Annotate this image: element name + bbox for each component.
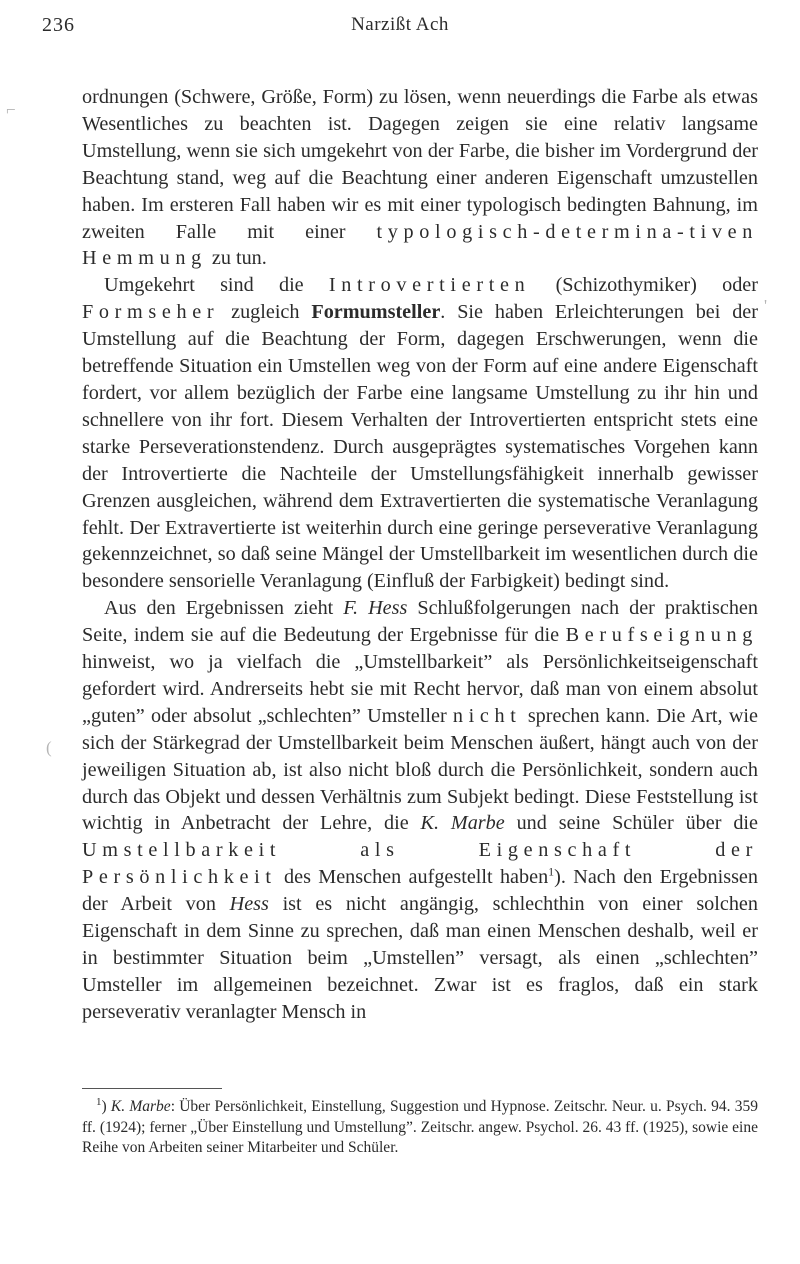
margin-pencil-mark: ( — [46, 738, 52, 757]
author-name: K. Marbe — [110, 1098, 171, 1115]
spaced-emphasis: Berufseignung — [565, 624, 758, 647]
bold-term: Formumsteller — [311, 301, 441, 324]
footnote-text: : Über Persönlichkeit, Einstellung, Suggestion und Hypnose. Zeitschr. Neur. u. Psych. 94. 359 ff. (1924); ferner „Über Einstellung und Umstellung”. Zeitschr. angew. Psychol. 26. 43 ff. (1925), sowie eine Reihe von Arbeiten seiner Mitarbeiter und Schüler. — [82, 1098, 758, 1156]
spaced-emphasis: Introvertierten — [328, 274, 531, 297]
author-name: F. Hess — [343, 597, 408, 620]
footnote-divider — [82, 1088, 222, 1089]
spaced-emphasis: Umstellbarkeit als Eigenschaft der Persönlichkeit — [82, 839, 758, 889]
text-run: ordnungen (Schwere, Größe, Form) zu lösen, wenn neuerdings die Farbe als etwas Wesentliches zu beachten ist. Dagegen zeigen sie eine relativ langsame Umstellung, wenn sie sich umgekehrt von der Farbe, die bisher im Vordergrund der Beachtung stand, weg auf die Beachtung einer anderen Eigenschaft umzustellen haben. Im ersteren Fall haben wir es mit einer typologisch bedingten Bahnung, im zweiten Falle mit einer — [82, 86, 758, 243]
author-name: Hess — [229, 893, 269, 916]
text-run: und seine Schüler über die — [504, 812, 758, 835]
footnote — [82, 1097, 758, 1159]
text-run: ) — [101, 1098, 111, 1115]
text-run: ist es nicht angängig, schlechthin von einer solchen Eigenschaft in dem Sinne zu sprechen, daß man einen Menschen deshalb, weil er in bestimmter Situation beim „Umstellen” versagt, als einen „schlechten” Umsteller im allgemeinen bezeichnet. Zwar ist es fraglos, daß ein stark perseverativ veranlagter Mensch in — [82, 893, 758, 1023]
margin-pencil-mark: ⌐ — [6, 100, 16, 119]
text-run: (Schizothymiker) oder — [530, 274, 758, 297]
body-text — [82, 84, 758, 1026]
text-run: sprechen kann. Die Art, wie sich der Stärkegrad der Umstellbarkeit beim Menschen äußert, hängt auch von der jeweiligen Situation ab, ist also nicht bloß durch die Persönlichkeit, sondern auch durch das Objekt und dessen Verhältnis zum Subjekt bedingt. Diese Feststellung ist wichtig in Anbetracht der Lehre, die — [82, 704, 758, 835]
page-number: 236 — [42, 14, 75, 36]
text-run: ). Nach den Ergebnissen der Arbeit von — [82, 866, 758, 916]
paragraph-1 — [82, 84, 758, 272]
text-run: zugleich — [219, 301, 312, 324]
text-run: . Sie haben Erleichterungen bei der Umstellung auf die Beachtung der Form, dagegen Erschwerungen, wenn die betreffende Situation ein Umstellen weg von der Form auf eine andere Eigenschaft fordert, vor allem bezüglich der Farbe eine langsame Umstellung zu ihr hin und schnellere von ihr fort. Diesem Verhalten der Introvertierten entspricht stets eine starke Perseverationstendenz. Durch ausgeprägtes systematisches Vorgehen kann der Introvertierte die Nachteile der Umstellungsfähigkeit innerhalb gewisser Grenzen ausgleichen, während dem Extravertierten die systematische Veranlagung fehlt. Der Extravertierte ist weiterhin durch eine geringe perseverative Veranlagung gekennzeichnet, so daß seine Mängel der Umstellbarkeit im wesentlichen durch die besondere sensorielle Veranlagung (Einfluß der Farbigkeit) bedingt sind. — [82, 301, 758, 593]
spaced-emphasis: typologisch-determina-tiven Hemmung — [82, 220, 758, 270]
text-run: Schlußfolgerungen nach der praktischen Seite, indem sie auf die Bedeutung der Ergebnisse für die — [82, 597, 758, 647]
paragraph-2 — [82, 272, 758, 595]
footnote-reference[interactable]: 1 — [548, 864, 555, 879]
spaced-emphasis: Formseher — [82, 301, 220, 324]
footnote-mark: 1 — [96, 1095, 102, 1108]
text-run: hinweist, wo ja vielfach die „Umstellbarkeit” als Persönlichkeitseigenschaft gefordert wird. Andrerseits hebt sie mit Recht hervor, daß man von einem absolut „guten” oder absolut „schlechten” Umsteller — [82, 651, 758, 727]
text-run: des Menschen aufgestellt haben — [276, 866, 549, 889]
margin-pencil-mark: ' — [764, 296, 768, 315]
paragraph-3 — [82, 595, 758, 1026]
running-head: Narzißt Ach — [351, 14, 449, 35]
spaced-emphasis: nicht — [452, 704, 522, 727]
text-run: Umgekehrt sind die — [104, 274, 329, 297]
author-name: K. Marbe — [420, 812, 505, 835]
text-run: Aus den Ergebnissen zieht — [104, 597, 344, 620]
text-run: zu tun. — [206, 247, 267, 270]
page-header — [42, 14, 758, 44]
